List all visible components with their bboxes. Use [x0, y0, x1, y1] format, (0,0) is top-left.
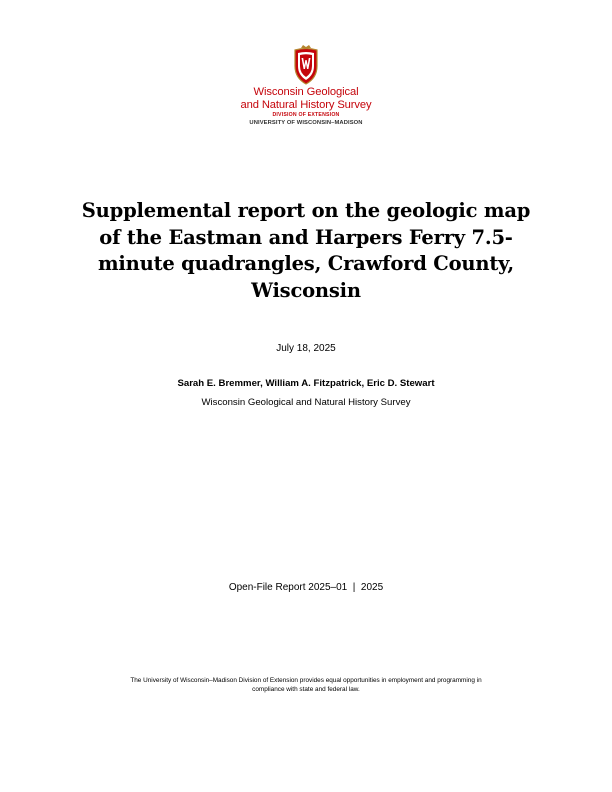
- document-title: Supplemental report on the geologic map of the Eastman and Harpers Ferry 7.5- minute quadrangles, Crawford County, Wisconsin: [81, 199, 531, 302]
- authors: Sarah E. Bremmer, William A. Fitzpatrick, Eric D. Stewart: [177, 378, 435, 389]
- report-number: Open-File Report 2025–01 | 2025: [228, 582, 384, 593]
- equal-opportunity-footer: The University of Wisconsin–Madison Division of Extension provides equal opportunities in employment and programming in compliance with state and federal law.: [130, 677, 482, 693]
- affiliation: Wisconsin Geological and Natural History Survey: [201, 397, 411, 408]
- org-name-line2: and Natural History Survey: [240, 99, 372, 111]
- publication-date: July 18, 2025: [276, 343, 336, 354]
- org-division: DIVISION OF EXTENSION: [272, 112, 340, 118]
- org-university: UNIVERSITY OF WISCONSIN–MADISON: [249, 120, 363, 126]
- organization-logo: [200, 86, 412, 127]
- org-name-line1: Wisconsin Geological: [253, 86, 359, 98]
- uw-crest-icon: [292, 44, 320, 86]
